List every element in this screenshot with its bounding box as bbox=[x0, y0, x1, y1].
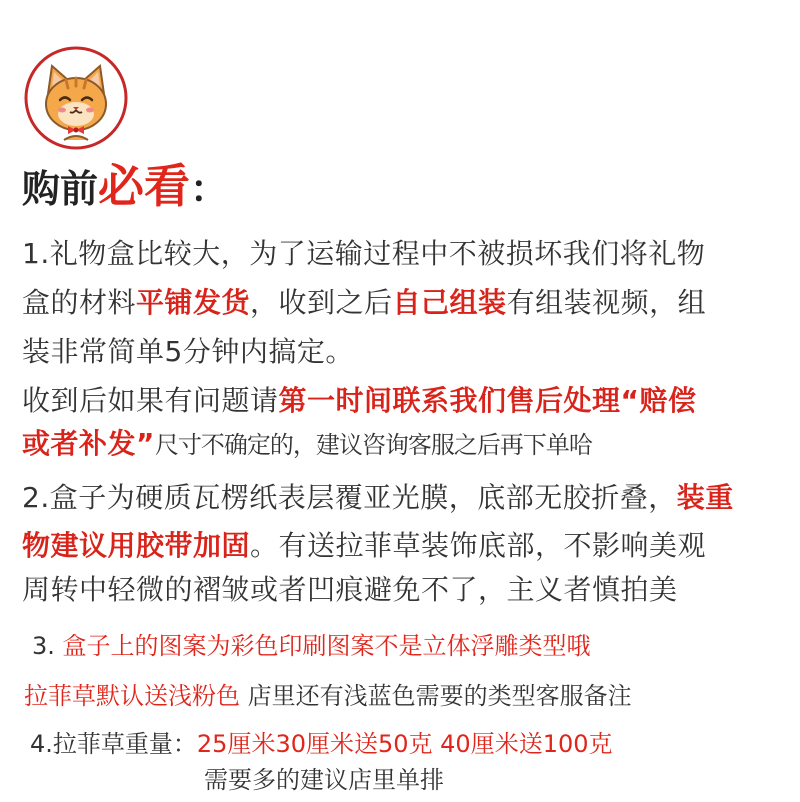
highlight-contact-support: 第一时间联系我们售后处理“赔偿 bbox=[278, 384, 697, 417]
highlight-compensate: 或者补发” bbox=[22, 427, 155, 460]
note-line-6 bbox=[22, 476, 734, 520]
note-text: 周转中轻微的褶皱或者凹痕避免不了，主义者慎拍美 bbox=[22, 573, 678, 606]
note-line-12 bbox=[204, 758, 444, 802]
page-title bbox=[22, 158, 228, 217]
note-line-5 bbox=[22, 422, 592, 467]
note-text: 装非常简单5分钟内搞定。 bbox=[22, 335, 354, 368]
note-text: 盒的材料 bbox=[22, 286, 137, 319]
highlight-self-assembly: 自己组装 bbox=[392, 286, 507, 319]
note-text: 3. bbox=[32, 632, 63, 660]
title-emphasis: 必看 bbox=[98, 159, 191, 213]
highlight-flat-shipping: 平铺发货 bbox=[136, 286, 251, 319]
note-line-1 bbox=[22, 232, 705, 276]
cat-mascot-icon bbox=[22, 44, 130, 152]
note-text: 2.盒子为硬质瓦楞纸表层覆亚光膜，底部无胶折叠， bbox=[22, 481, 677, 514]
title-prefix: 购前 bbox=[22, 167, 99, 211]
note-line-2 bbox=[22, 281, 706, 325]
note-text: 尺寸不确定的，建议咨询客服之后再下单哈 bbox=[154, 431, 592, 459]
note-text: 。有送拉菲草装饰底部，不影响美观 bbox=[250, 529, 707, 562]
note-line-4 bbox=[22, 379, 696, 423]
highlight-raffia-weight: 25厘米30厘米送50克 40厘米送100克 bbox=[196, 730, 613, 758]
highlight-default-pink: 拉菲草默认送浅粉色 bbox=[24, 682, 240, 710]
title-suffix: ： bbox=[190, 167, 229, 211]
note-text: 有组装视频，组 bbox=[506, 286, 707, 319]
note-text: 1.礼物盒比较大，为了运输过程中不被损坏我们将礼物 bbox=[22, 237, 706, 270]
note-text: 4.拉菲草重量： bbox=[30, 730, 197, 758]
note-line-9 bbox=[32, 624, 591, 668]
note-line-8 bbox=[22, 568, 678, 612]
highlight-printed-pattern: 盒子上的图案为彩色印刷图案不是立体浮雕类型哦 bbox=[62, 632, 591, 660]
note-line-7 bbox=[22, 524, 706, 568]
note-line-3 bbox=[22, 330, 354, 374]
note-text: ，收到之后 bbox=[250, 286, 393, 319]
note-text: 收到后如果有问题请 bbox=[22, 384, 279, 417]
highlight-heavy-items: 装重 bbox=[676, 481, 734, 514]
note-text: 店里还有浅蓝色需要的类型客服备注 bbox=[240, 682, 632, 710]
highlight-tape-reinforce: 物建议用胶带加固 bbox=[22, 529, 251, 562]
note-text: 需要多的建议店里单排 bbox=[204, 766, 444, 794]
note-line-10 bbox=[24, 674, 632, 718]
